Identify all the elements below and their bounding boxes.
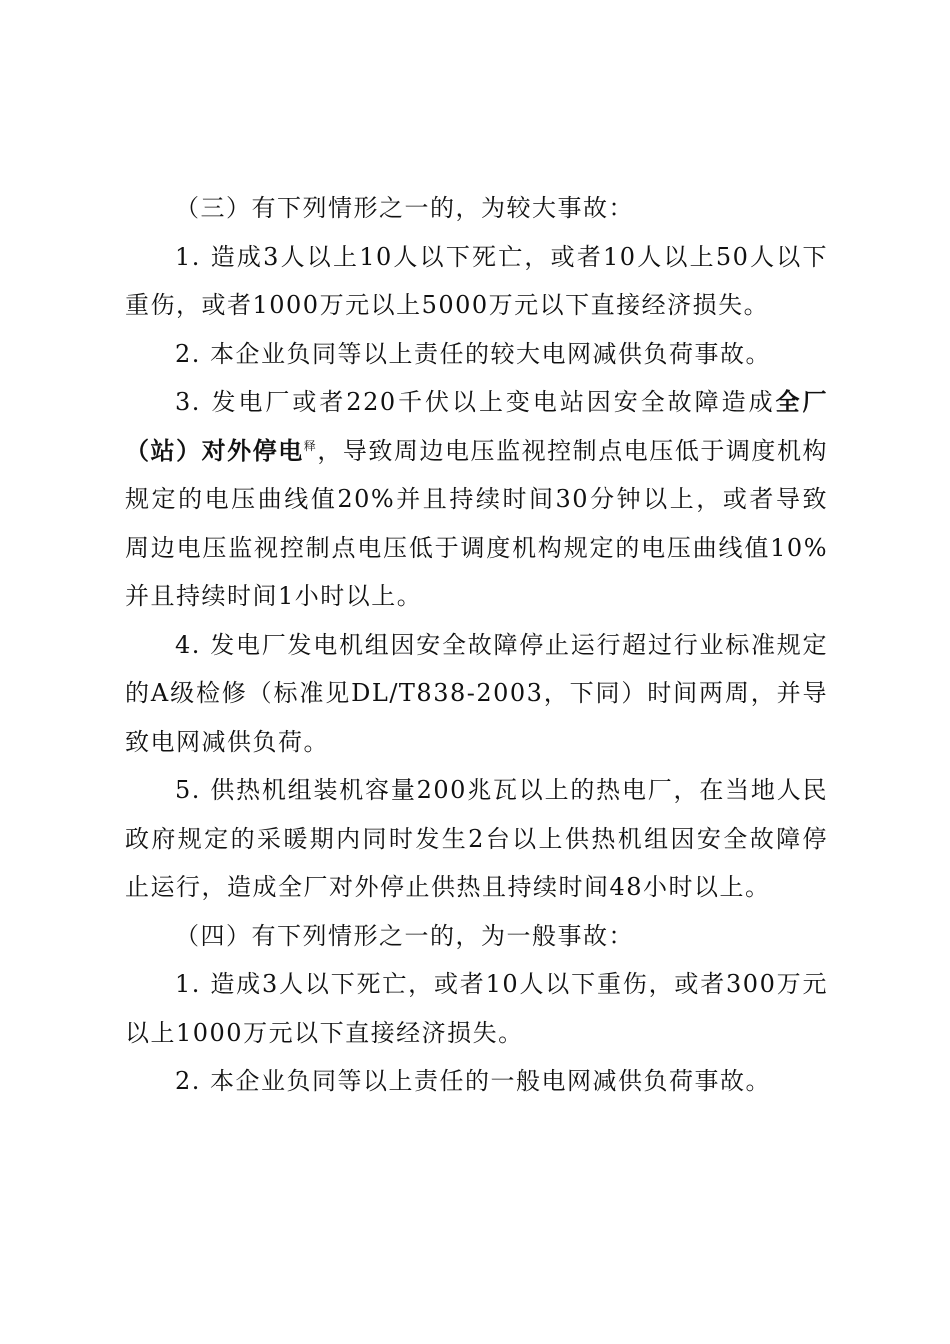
list-item: 4. 发电厂发电机组因安全故障停止运行超过行业标准规定的A级检修（标准见DL/T838-2003，下同）时间两周，并导致电网减供负荷。 — [125, 630, 828, 756]
bold-term: 全厂（站）对外停电 — [125, 387, 828, 465]
paragraph-text: ，导致周边电压监视控制点电压低于调度机构规定的电压曲线值20%并且持续时间30分钟以上，或者导致周边电压监视控制点电压低于调度机构规定的电压曲线值10%并且持续时间1小时以上。 — [125, 436, 829, 610]
list-item: 1. 造成3人以下死亡，或者10人以下重伤，或者300万元以上1000万元以下直接经济损失。 — [125, 970, 828, 1047]
list-item: 2. 本企业负同等以上责任的一般电网减供负荷事故。 — [175, 1067, 772, 1095]
list-item: 5. 供热机组装机容量200兆瓦以上的热电厂，在当地人民政府规定的采暖期内同时发生2台以上供热机组因安全故障停止运行，造成全厂对外停止供热且持续时间48小时以上。 — [125, 776, 828, 901]
paragraph-text: 3. 发电厂或者220千伏以上变电站因安全故障造成 — [175, 388, 776, 416]
section-heading-3: （三）有下列情形之一的，为较大事故： — [175, 194, 634, 222]
document-body — [125, 184, 828, 1106]
footnote-marker: 释 — [303, 438, 318, 453]
section-heading-4: （四）有下列情形之一的，为一般事故： — [175, 921, 634, 950]
list-item: 2. 本企业负同等以上责任的较大电网减供负荷事故。 — [175, 339, 772, 368]
list-item: 1. 造成3人以上10人以下死亡，或者10人以上50人以下重伤，或者1000万元以上5000万元以下直接经济损失。 — [125, 242, 828, 319]
list-item — [125, 378, 828, 621]
